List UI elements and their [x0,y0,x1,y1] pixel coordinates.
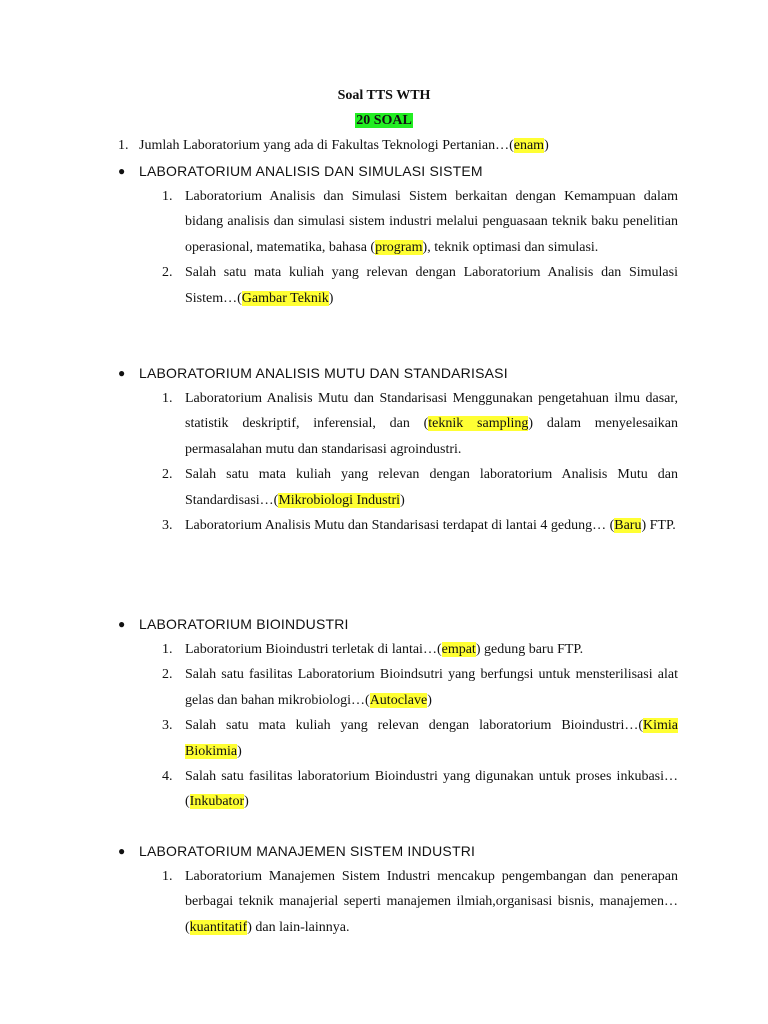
answer-highlight: Kimia Biokimia [185,718,678,759]
question-list [118,637,678,815]
list-item: 1. Laboratorium Analisis Mutu dan Standarisasi Menggunakan pengetahuan ilmu dasar, statistik deskriptif, inferensial, dan (teknik sampling) dalam menyelesaikan permasalahan mutu dan standarisasi agroindustri. [118,386,678,462]
question-list [118,386,678,538]
answer-highlight: Inkubator [189,794,245,810]
list-item: 1. Laboratorium Manajemen Sistem Industri mencakup pengembangan dan penerapan berbagai teknik manajerial seperti manajemen ilmiah,organisasi bisnis, manajemen…(kuantitatif) dan lain-lainnya. [118,864,678,940]
answer-highlight: Baru [614,518,642,534]
list-item: 2. Salah satu mata kuliah yang relevan dengan laboratorium Analisis Mutu dan Standardisasi…(Mikrobiologi Industri) [118,462,678,513]
answer-highlight: enam [513,138,545,153]
list-item: 4. Salah satu fasilitas laboratorium Bioindustri yang digunakan untuk proses inkubasi…(Inkubator) [118,764,678,815]
section-title: LABORATORIUM ANALISIS MUTU DAN STANDARISASI [139,365,508,381]
section-heading [118,161,678,181]
answer-highlight: teknik sampling [428,416,529,432]
question-number: 4. [162,769,173,785]
question-list [118,184,678,311]
question-number: 1. [118,138,129,153]
list-item: 1. Laboratorium Analisis dan Simulasi Sistem berkaitan dengan Kemampuan dalam bidang analisis dan simulasi sistem industri melalui penguasaan teknik baku penelitian operasional, matematika, bahasa (program), teknik optimasi dan simulasi. [118,184,678,260]
list-item: 2. Salah satu mata kuliah yang relevan dengan Laboratorium Analisis dan Simulasi Sistem…(Gambar Teknik) [118,260,678,311]
bullet-icon: ● [118,844,126,858]
section-analisis-mutu [118,363,678,538]
question-number: 1. [162,189,173,204]
answer-highlight: empat [441,642,476,657]
list-item: 3. Laboratorium Analisis Mutu dan Standarisasi terdapat di lantai 4 gedung… (Baru) FTP. [118,513,678,538]
list-item: 1. Laboratorium Bioindustri terletak di lantai…(empat) gedung baru FTP. [118,637,678,662]
bullet-icon: ● [118,164,126,178]
section-heading [118,363,678,383]
question-list [118,864,678,940]
section-bioindustri [118,614,678,815]
section-title: LABORATORIUM BIOINDUSTRI [139,616,349,632]
bullet-icon: ● [118,366,126,380]
answer-highlight: Mikrobiologi Industri [278,492,401,508]
answer-highlight: Gambar Teknik [241,290,329,306]
page-subtitle [0,111,768,131]
question-number: 2. [162,265,173,281]
answer-highlight: program [375,239,423,255]
question-number: 1. [162,391,173,406]
subtitle-highlight: 20 SOAL [356,113,412,128]
question-number: 1. [162,642,173,657]
question-number: 2. [162,467,173,483]
question-number: 3. [162,718,173,734]
question-text: Jumlah Laboratorium yang ada di Fakultas Teknologi Pertanian…(enam) [139,138,549,153]
section-title: LABORATORIUM MANAJEMEN SISTEM INDUSTRI [139,843,476,859]
section-heading [118,614,678,634]
answer-highlight: Autoclave [369,692,428,708]
answer-highlight: kuantitatif [189,919,248,935]
list-item: 3. Salah satu mata kuliah yang relevan dengan laboratorium Bioindustri…(Kimia Biokimia) [118,713,678,764]
section-manajemen-sistem-industri [118,841,678,940]
question-number: 3. [162,518,173,534]
bullet-icon: ● [118,617,126,631]
section-title: LABORATORIUM ANALISIS DAN SIMULASI SISTEM [139,163,483,179]
list-item: 2. Salah satu fasilitas Laboratorium Bioindsutri yang berfungsi untuk mensterilisasi alat gelas dan bahan mikrobiologi…(Autoclave) [118,662,678,713]
question-number: 1. [162,869,173,884]
section-analisis-simulasi [118,161,678,311]
question-number: 2. [162,667,173,683]
page-title: Soal TTS WTH [337,88,431,103]
section-heading [118,841,678,861]
